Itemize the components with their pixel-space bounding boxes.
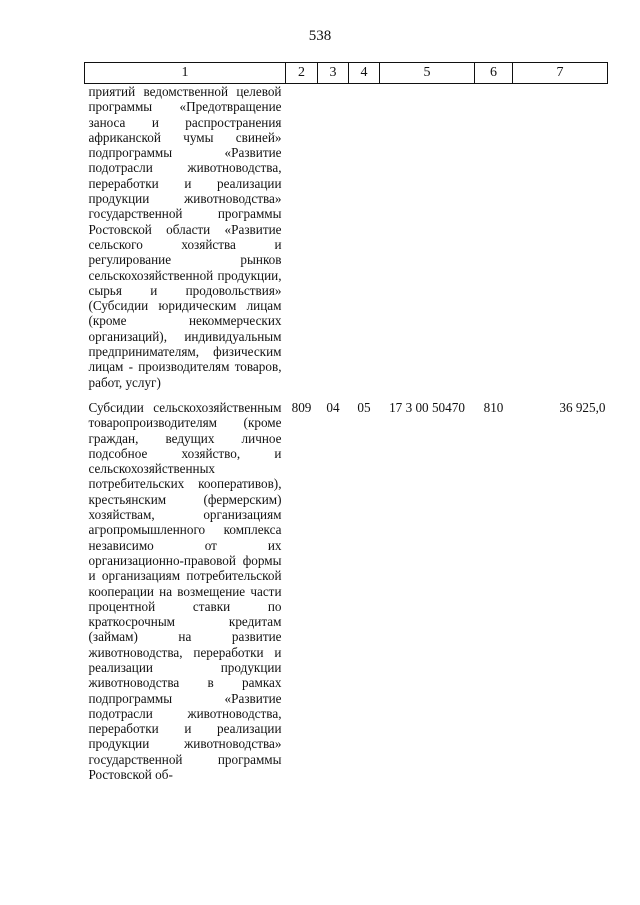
page-number: 538: [308, 28, 332, 44]
table-row: [85, 398, 608, 782]
row-target-article: 17 3 00 50470: [389, 399, 465, 415]
row-ministry-code: 809: [291, 399, 312, 415]
budget-table: [84, 62, 608, 782]
header-col-7: 7: [513, 63, 608, 84]
row-section-code: 04: [326, 399, 340, 415]
header-col-2: 2: [286, 63, 318, 84]
row-description: приятий ведомственной целевой программы «Предотвращение заноса и распространения африканской чумы свиней» подпрограммы «Развитие подотрасли животноводства, переработки и реализации продукции животноводства» государственной программы Ростовской области «Развитие сельского хозяйства и регулирование рынков сельскохозяйственной продукции, сырья и продовольствия» (Субсидии юридическим лицам (кроме некоммерческих организаций), индивидуальным предпринимателям, физическим лицам - производителям товаров, работ, услуг): [88, 84, 282, 390]
table-row: [85, 84, 608, 398]
row-ministry-code: [286, 84, 318, 398]
header-col-1: 1: [85, 63, 286, 84]
row-expense-type: 810: [483, 399, 504, 415]
header-col-5: 5: [380, 63, 475, 84]
header-col-3: 3: [318, 63, 349, 84]
row-amount: [513, 84, 608, 398]
table-header-row: [85, 63, 608, 84]
row-section-code: [318, 84, 349, 398]
row-description: Субсидии сельскохозяйственным товаропроизводителям (кроме граждан, ведущих личное подсобное хозяйство, и сельскохозяйственных потребительских кооперативов), крестьянским (фермерским) хозяйствам, организациям агропромышленного комплекса независимо от их организационно-правовой формы и организациям потребительской кооперации на возмещение части процентной ставки по краткосрочным кредитам (займам) на развитие животноводства, переработки и реализации продукции животноводства в рамках подпрограммы «Развитие подотрасли животноводства, переработки и реализации продукции животноводства» государственной программы Ростовской об-: [88, 399, 282, 783]
row-amount: 36 925,0: [559, 399, 606, 415]
header-col-6: 6: [475, 63, 513, 84]
row-target-article: [380, 84, 475, 398]
header-col-4: 4: [349, 63, 380, 84]
row-subsection-code: 05: [357, 399, 371, 415]
row-expense-type: [475, 84, 513, 398]
row-subsection-code: [349, 84, 380, 398]
